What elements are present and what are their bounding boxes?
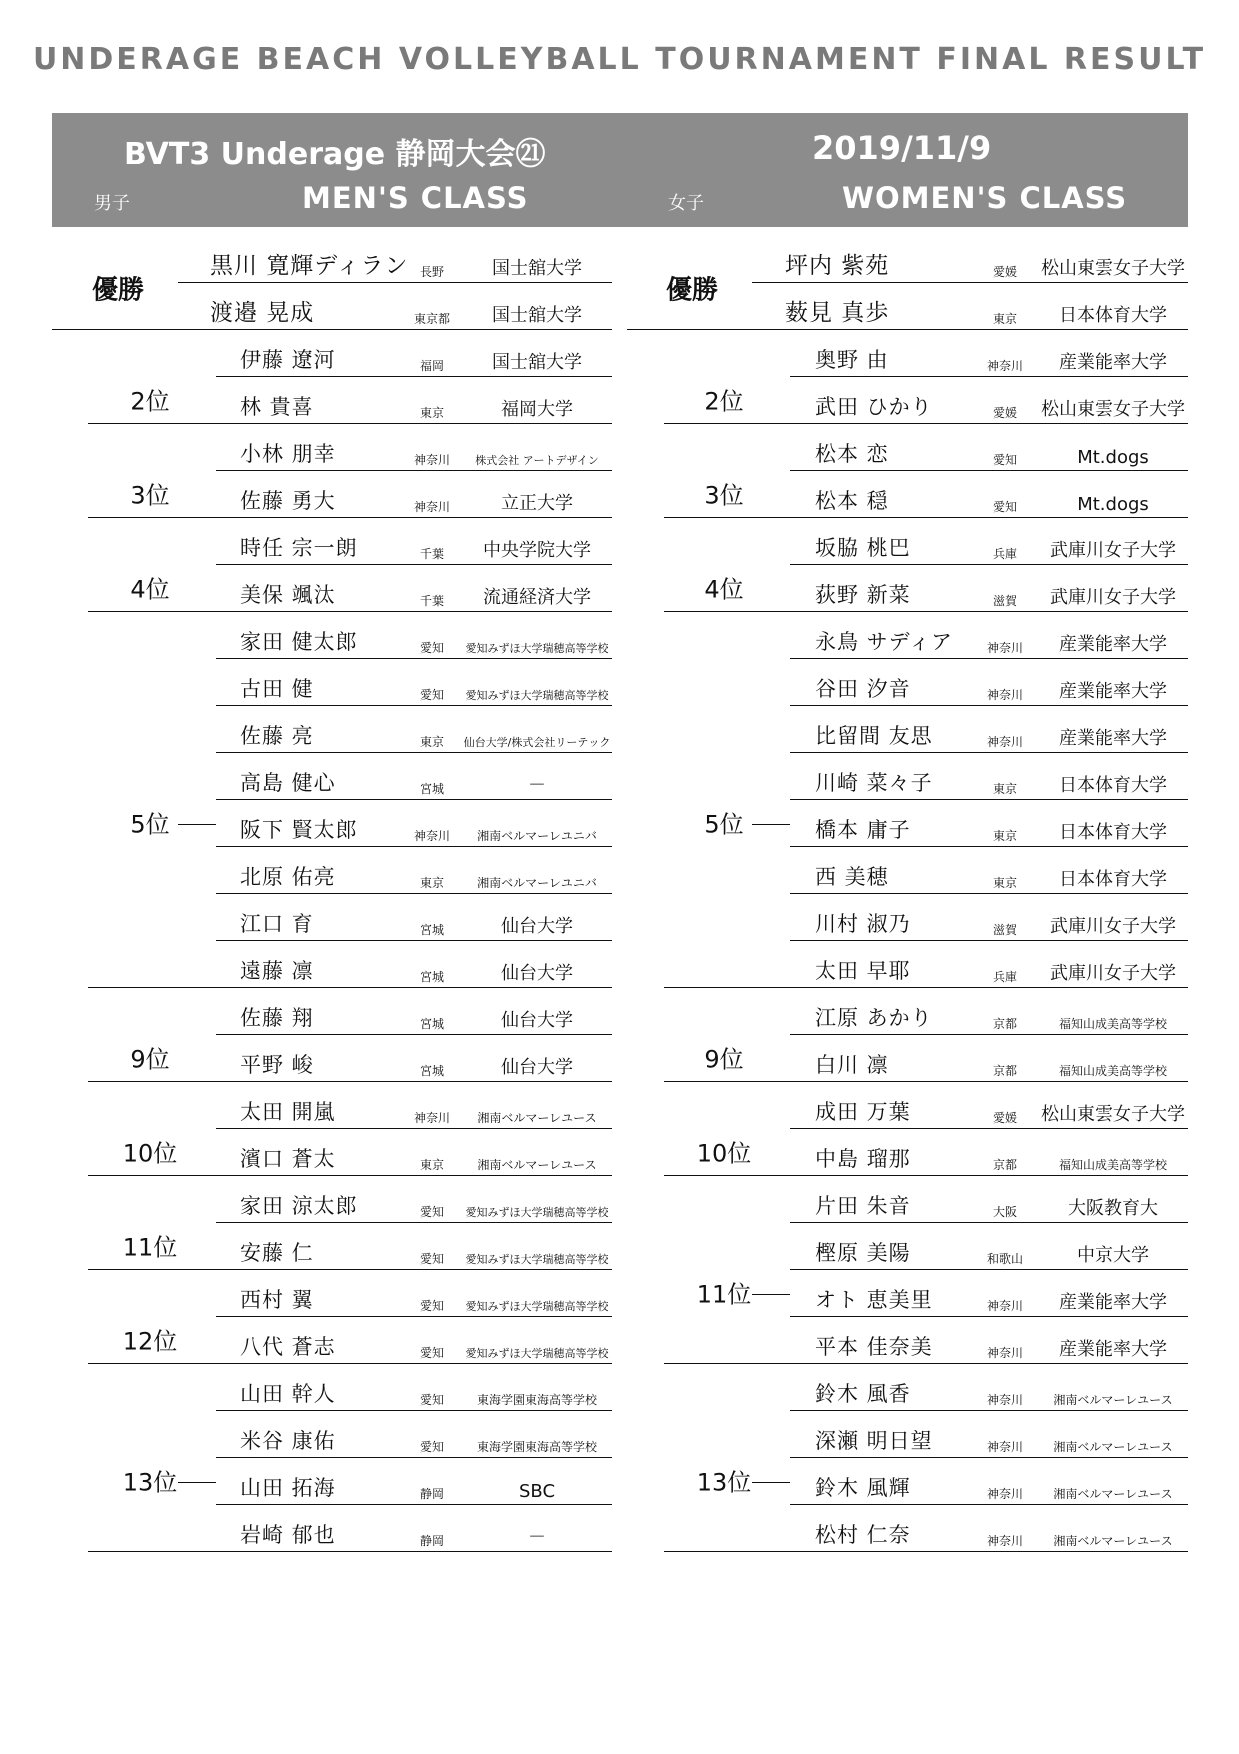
player-row — [216, 1002, 612, 1035]
player-prefecture: 神奈川 — [413, 829, 451, 843]
player-row — [88, 1519, 612, 1552]
player-name: 安藤 仁 — [240, 1241, 314, 1265]
placement-label: 優勝 — [665, 275, 719, 306]
player-prefecture: 千葉 — [419, 594, 445, 608]
player-affiliation: 株式会社 アートデザイン — [475, 454, 599, 467]
player-row — [216, 1472, 612, 1505]
player-name: 遠藤 凛 — [240, 959, 314, 983]
player-name: 松本 恋 — [815, 442, 889, 466]
player-prefecture: 愛知 — [419, 688, 445, 702]
player-row — [88, 955, 612, 988]
player-row — [88, 1143, 612, 1176]
player-name: 時任 宗一朗 — [240, 536, 358, 560]
player-affiliation: 武庫川女子大学 — [1050, 540, 1176, 561]
player-name: 松本 穏 — [815, 489, 889, 513]
player-affiliation: Mt.dogs — [1077, 494, 1149, 515]
player-affiliation: 愛知みずほ大学瑞穂高等学校 — [465, 689, 609, 702]
placement-connector — [178, 824, 216, 825]
player-name: 古田 健 — [240, 677, 314, 701]
player-affiliation: 産業能率大学 — [1059, 728, 1167, 749]
player-row — [627, 297, 1188, 330]
player-row — [88, 579, 612, 612]
player-row — [790, 1378, 1188, 1411]
player-row — [790, 1472, 1188, 1505]
player-name: 山田 拓海 — [240, 1476, 336, 1500]
player-prefecture: 東京 — [992, 876, 1018, 890]
player-affiliation: 仙台大学 — [501, 963, 573, 984]
player-affiliation: 国士舘大学 — [492, 352, 582, 373]
player-prefecture: 滋賀 — [992, 923, 1018, 937]
player-affiliation: 仙台大学 — [501, 916, 573, 937]
player-name: 武田 ひかり — [815, 395, 933, 419]
player-row — [664, 1049, 1188, 1082]
player-name: 江口 育 — [240, 912, 314, 936]
player-row — [790, 908, 1188, 941]
player-affiliation: 松山東雲女子大学 — [1041, 258, 1185, 279]
event-name: BVT3 Underage 静岡大会㉑ — [124, 137, 546, 172]
player-row — [790, 1002, 1188, 1035]
player-affiliation: 福知山成美高等学校 — [1058, 1064, 1168, 1078]
player-prefecture: 神奈川 — [986, 688, 1024, 702]
women-class-label-jp: 女子 — [668, 193, 704, 214]
placement-label: 2位 — [704, 387, 744, 416]
player-prefecture: 神奈川 — [986, 359, 1024, 373]
player-row — [216, 673, 612, 706]
player-affiliation: 日本体育大学 — [1059, 869, 1167, 890]
player-name: 山田 幹人 — [240, 1382, 336, 1406]
player-prefecture: 兵庫 — [992, 547, 1018, 561]
player-name: 西村 翼 — [240, 1288, 314, 1312]
player-name: 橋本 庸子 — [815, 818, 911, 842]
player-row — [216, 814, 612, 847]
player-name: 家田 涼太郎 — [240, 1194, 358, 1218]
player-row — [790, 767, 1188, 800]
player-row — [790, 344, 1188, 377]
player-row — [216, 344, 612, 377]
player-name: 太田 開嵐 — [240, 1100, 336, 1124]
player-name: 阪下 賢太郎 — [240, 818, 358, 842]
player-affiliation: 愛知みずほ大学瑞穂高等学校 — [465, 1300, 609, 1313]
player-name: 成田 万葉 — [815, 1100, 911, 1124]
player-name: 西 美穂 — [815, 865, 889, 889]
player-name: 薮見 真歩 — [785, 300, 890, 326]
player-affiliation: 愛知みずほ大学瑞穂高等学校 — [465, 1253, 609, 1266]
placement-label: 2位 — [130, 387, 170, 416]
placement-label: 10位 — [696, 1139, 752, 1168]
player-affiliation: 湘南ベルマーレユース — [1053, 1534, 1173, 1548]
player-row — [790, 673, 1188, 706]
player-affiliation: 湘南ベルマーレユース — [1053, 1440, 1173, 1454]
player-affiliation: 福岡大学 — [501, 399, 573, 420]
player-prefecture: 神奈川 — [986, 735, 1024, 749]
player-affiliation: 武庫川女子大学 — [1050, 963, 1176, 984]
player-prefecture: 宮城 — [419, 782, 445, 796]
player-affiliation: 武庫川女子大学 — [1050, 916, 1176, 937]
player-name: 片田 朱音 — [815, 1194, 911, 1218]
player-prefecture: 愛知 — [419, 1440, 445, 1454]
player-name: 北原 佑亮 — [240, 865, 336, 889]
player-affiliation: 大阪教育大 — [1068, 1198, 1158, 1219]
player-row — [790, 814, 1188, 847]
player-affiliation: 湘南ベルマーレユース — [1053, 1487, 1173, 1501]
player-name: 渡邉 晃成 — [210, 300, 315, 326]
placement-label: 4位 — [130, 575, 170, 604]
men-class-label: MEN'S CLASS — [302, 181, 529, 215]
player-affiliation: 産業能率大学 — [1059, 1292, 1167, 1313]
player-name: 坪内 紫苑 — [785, 253, 890, 279]
player-affiliation: 中京大学 — [1077, 1245, 1149, 1266]
player-name: 佐藤 亮 — [240, 724, 314, 748]
player-row — [216, 1096, 612, 1129]
player-prefecture: 京都 — [992, 1158, 1018, 1172]
player-prefecture: 東京 — [419, 876, 445, 890]
player-affiliation: 武庫川女子大学 — [1050, 587, 1176, 608]
event-date: 2019/11/9 — [812, 129, 992, 167]
player-name: 谷田 汐音 — [815, 677, 911, 701]
player-prefecture: 愛知 — [419, 1252, 445, 1266]
player-prefecture: 神奈川 — [986, 1440, 1024, 1454]
player-prefecture: 東京 — [992, 829, 1018, 843]
player-name: 川村 淑乃 — [815, 912, 911, 936]
player-affiliation: 福知山成美高等学校 — [1058, 1017, 1168, 1031]
player-prefecture: 愛媛 — [992, 1111, 1018, 1125]
player-prefecture: 愛知 — [419, 641, 445, 655]
placement-label: 10位 — [122, 1139, 178, 1168]
player-prefecture: 神奈川 — [986, 1346, 1024, 1360]
placement-label: 3位 — [704, 481, 744, 510]
player-affiliation: 流通経済大学 — [483, 587, 591, 608]
player-name: 佐藤 勇大 — [240, 489, 336, 513]
player-affiliation: 東海学園東海高等学校 — [476, 1393, 598, 1407]
player-affiliation: 日本体育大学 — [1059, 822, 1167, 843]
player-row — [216, 1425, 612, 1458]
player-prefecture: 神奈川 — [986, 1299, 1024, 1313]
player-prefecture: 京都 — [992, 1064, 1018, 1078]
player-prefecture: 神奈川 — [413, 500, 451, 514]
placement-label: 11位 — [696, 1280, 752, 1309]
player-affiliation: 国士舘大学 — [492, 258, 582, 279]
player-prefecture: 神奈川 — [986, 1393, 1024, 1407]
player-prefecture: 東京 — [992, 312, 1018, 326]
player-prefecture: 兵庫 — [992, 970, 1018, 984]
player-prefecture: 千葉 — [419, 547, 445, 561]
player-name: 高島 健心 — [240, 771, 336, 795]
player-row — [790, 626, 1188, 659]
player-prefecture: 神奈川 — [986, 641, 1024, 655]
player-row — [790, 1190, 1188, 1223]
placement-label: 13位 — [122, 1468, 178, 1497]
player-affiliation: － — [528, 775, 546, 796]
player-name: 荻野 新菜 — [815, 583, 911, 607]
player-row — [88, 1331, 612, 1364]
player-affiliation: 湘南ベルマーレユース — [477, 1111, 597, 1125]
player-prefecture: 愛媛 — [992, 265, 1018, 279]
player-row — [216, 438, 612, 471]
player-row — [790, 438, 1188, 471]
player-row — [664, 1143, 1188, 1176]
player-affiliation: 東海学園東海高等学校 — [476, 1440, 598, 1454]
player-prefecture: 東京 — [419, 406, 445, 420]
player-affiliation: 愛知みずほ大学瑞穂高等学校 — [465, 1347, 609, 1360]
player-prefecture: 京都 — [992, 1017, 1018, 1031]
player-row — [216, 908, 612, 941]
player-row — [216, 1284, 612, 1317]
player-row — [790, 1425, 1188, 1458]
player-affiliation: 愛知みずほ大学瑞穂高等学校 — [465, 1206, 609, 1219]
player-name: オト 恵美里 — [815, 1288, 933, 1312]
player-affiliation: 産業能率大学 — [1059, 634, 1167, 655]
placement-label: 12位 — [122, 1327, 178, 1356]
player-prefecture: 宮城 — [419, 970, 445, 984]
player-name: 永鳥 サディア — [815, 630, 953, 654]
player-prefecture: 大阪 — [992, 1205, 1018, 1219]
player-name: 伊藤 遼河 — [240, 348, 336, 372]
player-prefecture: 神奈川 — [413, 453, 451, 467]
player-name: 米谷 康佑 — [240, 1429, 336, 1453]
player-row — [216, 767, 612, 800]
player-prefecture: 和歌山 — [986, 1252, 1024, 1266]
player-prefecture: 東京都 — [413, 312, 451, 326]
player-name: 樫原 美陽 — [815, 1241, 911, 1265]
player-prefecture: 静岡 — [419, 1487, 445, 1501]
player-name: 平本 佳奈美 — [815, 1335, 933, 1359]
player-name: 小林 朋幸 — [240, 442, 336, 466]
player-affiliation: － — [528, 1527, 546, 1548]
document-title: UNDERAGE BEACH VOLLEYBALL TOURNAMENT FINAL RESULT — [32, 42, 1207, 77]
placement-label: 11位 — [122, 1233, 178, 1262]
player-name: 家田 健太郎 — [240, 630, 358, 654]
player-affiliation: 仙台大学/株式会社リーテック — [463, 736, 611, 749]
placement-label: 5位 — [704, 810, 744, 839]
player-affiliation: 愛知みずほ大学瑞穂高等学校 — [465, 642, 609, 655]
player-row — [664, 485, 1188, 518]
player-prefecture: 宮城 — [419, 1017, 445, 1031]
player-affiliation: 産業能率大学 — [1059, 681, 1167, 702]
player-affiliation: 日本体育大学 — [1059, 775, 1167, 796]
placement-label: 4位 — [704, 575, 744, 604]
player-row — [88, 391, 612, 424]
player-row — [52, 297, 612, 330]
player-row — [88, 1049, 612, 1082]
player-affiliation: 産業能率大学 — [1059, 1339, 1167, 1360]
player-affiliation: 仙台大学 — [501, 1057, 573, 1078]
player-name: 岩崎 郁也 — [240, 1523, 336, 1547]
player-name: 白川 凛 — [815, 1053, 889, 1077]
player-prefecture: 東京 — [419, 735, 445, 749]
player-prefecture: 長野 — [419, 265, 445, 279]
placement-label: 5位 — [130, 810, 170, 839]
player-affiliation: 湘南ベルマーレユニバ — [477, 876, 597, 890]
player-prefecture: 東京 — [992, 782, 1018, 796]
player-prefecture: 愛知 — [419, 1393, 445, 1407]
player-name: 太田 早耶 — [815, 959, 911, 983]
player-row — [664, 391, 1188, 424]
player-row — [790, 1237, 1188, 1270]
player-affiliation: Mt.dogs — [1077, 447, 1149, 468]
player-affiliation: 松山東雲女子大学 — [1041, 399, 1185, 420]
player-row — [752, 250, 1188, 283]
placement-connector — [178, 1482, 216, 1483]
player-prefecture: 宮城 — [419, 1064, 445, 1078]
player-prefecture: 神奈川 — [413, 1111, 451, 1125]
player-row — [664, 955, 1188, 988]
player-affiliation: 産業能率大学 — [1059, 352, 1167, 373]
player-row — [216, 626, 612, 659]
player-prefecture: 愛知 — [419, 1205, 445, 1219]
player-affiliation: 立正大学 — [501, 493, 573, 514]
player-name: 平野 峻 — [240, 1053, 314, 1077]
player-name: 林 貴喜 — [240, 395, 314, 419]
player-row — [664, 1519, 1188, 1552]
player-name: 中島 瑠那 — [815, 1147, 911, 1171]
header-banner — [52, 113, 1188, 227]
men-class-label-jp: 男子 — [94, 193, 130, 214]
player-prefecture: 愛知 — [419, 1346, 445, 1360]
player-row — [790, 720, 1188, 753]
women-class-label: WOMEN'S CLASS — [842, 181, 1128, 215]
player-row — [216, 532, 612, 565]
player-name: 美保 颯汰 — [240, 583, 336, 607]
player-row — [88, 485, 612, 518]
player-row — [88, 1237, 612, 1270]
player-prefecture: 静岡 — [419, 1534, 445, 1548]
player-name: 奥野 由 — [815, 348, 889, 372]
placement-label: 13位 — [696, 1468, 752, 1497]
player-name: 八代 蒼志 — [240, 1335, 336, 1359]
player-affiliation: 福知山成美高等学校 — [1058, 1158, 1168, 1172]
placement-connector — [752, 824, 790, 825]
player-row — [216, 720, 612, 753]
player-name: 松村 仁奈 — [815, 1523, 911, 1547]
player-affiliation: 湘南ベルマーレユニバ — [477, 829, 597, 843]
player-row — [216, 1378, 612, 1411]
placement-label: 9位 — [704, 1045, 744, 1074]
player-prefecture: 愛知 — [419, 1299, 445, 1313]
player-affiliation: 国士舘大学 — [492, 305, 582, 326]
player-prefecture: 愛知 — [992, 453, 1018, 467]
player-affiliation: 松山東雲女子大学 — [1041, 1104, 1185, 1125]
player-name: 鈴木 風香 — [815, 1382, 911, 1406]
placement-label: 3位 — [130, 481, 170, 510]
player-row — [790, 861, 1188, 894]
player-name: 江原 あかり — [815, 1006, 933, 1030]
placement-label: 9位 — [130, 1045, 170, 1074]
player-affiliation: SBC — [518, 1481, 556, 1502]
player-affiliation: 湘南ベルマーレユース — [477, 1158, 597, 1172]
player-prefecture: 福岡 — [419, 359, 445, 373]
player-name: 黒川 寛輝ディラン — [210, 253, 409, 279]
player-name: 川崎 菜々子 — [815, 771, 933, 795]
placement-label: 優勝 — [91, 275, 145, 306]
player-affiliation: 仙台大学 — [501, 1010, 573, 1031]
player-affiliation: 湘南ベルマーレユース — [1053, 1393, 1173, 1407]
player-name: 深瀬 明日望 — [815, 1429, 933, 1453]
player-row — [790, 1284, 1188, 1317]
placement-connector — [752, 1294, 790, 1295]
player-affiliation: 中央学院大学 — [483, 540, 591, 561]
player-prefecture: 滋賀 — [992, 594, 1018, 608]
player-name: 坂脇 桃巴 — [815, 536, 911, 560]
player-name: 濱口 蒼太 — [240, 1147, 336, 1171]
player-row — [664, 1331, 1188, 1364]
player-name: 鈴木 風輝 — [815, 1476, 911, 1500]
player-row — [216, 1190, 612, 1223]
player-prefecture: 神奈川 — [986, 1534, 1024, 1548]
player-row — [790, 532, 1188, 565]
player-prefecture: 東京 — [419, 1158, 445, 1172]
player-name: 佐藤 翔 — [240, 1006, 314, 1030]
player-prefecture: 愛媛 — [992, 406, 1018, 420]
player-prefecture: 宮城 — [419, 923, 445, 937]
player-row — [216, 861, 612, 894]
player-prefecture: 愛知 — [992, 500, 1018, 514]
player-affiliation: 日本体育大学 — [1059, 305, 1167, 326]
player-row — [664, 579, 1188, 612]
player-prefecture: 神奈川 — [986, 1487, 1024, 1501]
player-name: 比留間 友思 — [815, 724, 933, 748]
placement-connector — [752, 1482, 790, 1483]
player-row — [178, 250, 612, 283]
player-row — [790, 1096, 1188, 1129]
